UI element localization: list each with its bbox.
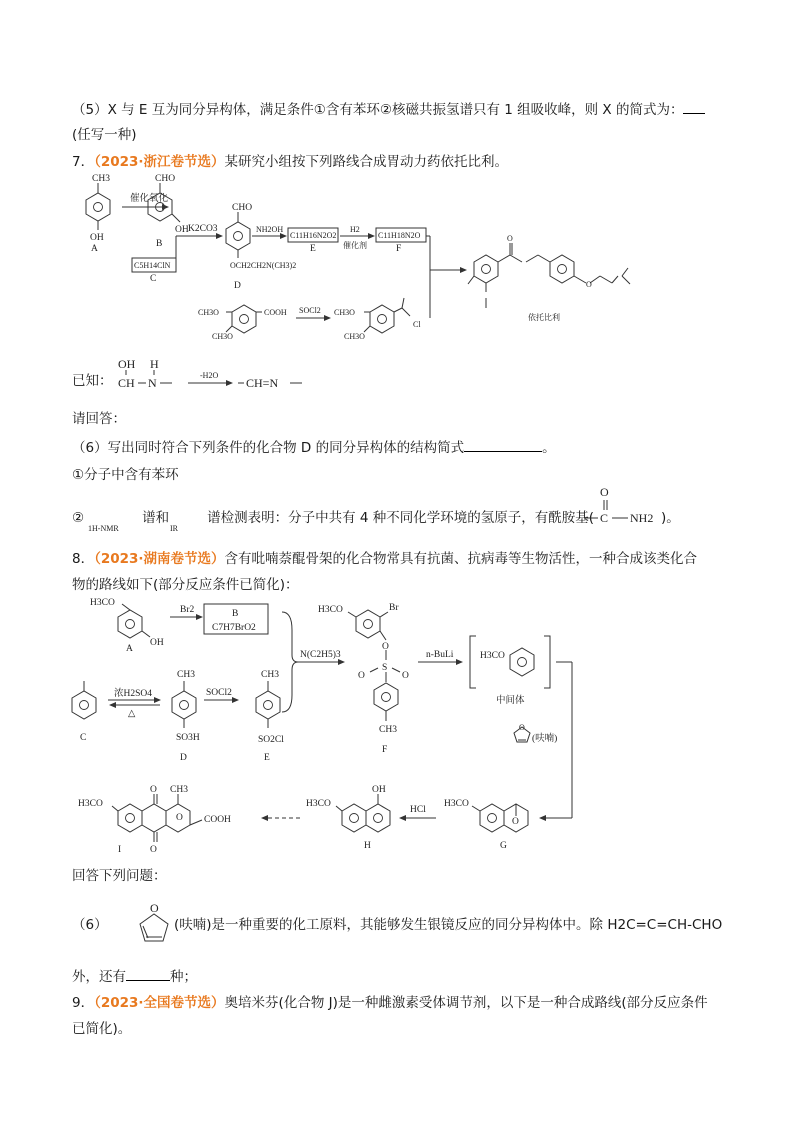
socl2-q7: SOCl2 <box>299 306 321 315</box>
q8-inter-ome: H3CO <box>480 651 505 661</box>
q8-a-ome: H3CO <box>90 598 115 608</box>
arrow1-label: 催化氧化 <box>130 194 169 204</box>
ir-label: IR <box>170 524 178 533</box>
q8-i-ch3: CH3 <box>170 785 188 795</box>
q8-i-ome: H3CO <box>78 799 103 809</box>
acyl-ome1: CH3O <box>334 308 355 317</box>
q8-sub6-text: (呋喃)是一种重要的化工原料，其能够发生银镜反应的同分异构体中。除 H2C=C=CH-CHO <box>174 917 723 933</box>
q8-b-box2: C7H7BrO2 <box>212 623 256 633</box>
q8-i-o2: O <box>150 845 157 855</box>
q9-stem: 9．（2023·全国卷节选）奥培米芬(化合物 J)是一种雌激素受体调节剂，以下是一种合成路线(部分反应条件 <box>72 995 708 1011</box>
veratric-acid <box>226 305 262 333</box>
q8-compound-c <box>72 681 96 719</box>
q8-g-label: G <box>500 841 507 851</box>
q9-stem2: 已简化)。 <box>72 1021 132 1037</box>
e-formula: C11H16N2O2 <box>290 231 337 240</box>
q8-source: （2023·湖南卷节选） <box>94 551 225 567</box>
b-cho: CHO <box>155 174 176 184</box>
q8-hcl: HCl <box>410 805 426 815</box>
known-oh: OH <box>118 357 136 371</box>
b-oh: OH <box>175 225 189 235</box>
acyl-ome2: CH3O <box>344 332 365 341</box>
q8-b-box1: B <box>232 609 239 619</box>
q8-f-s: S <box>382 663 388 673</box>
product-o: O <box>507 234 513 243</box>
q8-a-label: A <box>126 644 133 654</box>
q8-compound-a <box>118 604 150 638</box>
itopride <box>468 243 630 308</box>
known-product: CH=N <box>246 376 279 390</box>
q7-cond1: ①分子中含有苯环 <box>72 467 179 483</box>
q8-c-label: C <box>80 733 87 743</box>
q8-h2so4: 浓H2SO4 <box>114 689 153 699</box>
q8-compound-h <box>336 794 390 832</box>
acid-cooh: COOH <box>264 308 287 317</box>
q8-d-so3h: SO3H <box>176 733 200 743</box>
q8-a-oh: OH <box>150 638 164 648</box>
q8-i-cooh: COOH <box>204 815 231 825</box>
q8-br2: Br2 <box>180 605 195 615</box>
a-label: A <box>91 244 98 254</box>
q7-sub6: （6）写出同时符合下列条件的化合物 D 的同分异构体的结构简式 。 <box>72 437 556 458</box>
q5-line1: （5）X 与 E 互为同分异构体，满足条件①含有苯环②核磁共振氢谱只有 1 组吸收峰，则 X 的简式为： <box>72 99 705 120</box>
q8-f-o2: O <box>358 671 365 681</box>
q8-compound-g <box>472 804 528 832</box>
acid-ome2: CH3O <box>212 332 233 341</box>
q8-h-ome: H3CO <box>306 799 331 809</box>
furan-structure <box>140 914 168 941</box>
q8-f-ome: H3CO <box>318 605 343 615</box>
q8-compound-i <box>112 794 202 842</box>
q7-stem: 7．（2023·浙江卷节选）某研究小组按下列路线合成胃动力药依托比利。 <box>72 154 509 170</box>
nmr-label: 1H-NMR <box>88 524 119 533</box>
q7-source: （2023·浙江卷节选） <box>94 154 225 170</box>
q8-stem2: 物的路线如下(部分反应条件已简化)： <box>72 577 299 593</box>
q8-compound-f <box>348 610 400 721</box>
q7-cond2: ② 谱和 谱检测表明：分子中共有 4 种不同化学环境的氢原子，有酰胺基( <box>72 510 595 526</box>
q8-i-label: I <box>118 845 122 855</box>
q7-scheme <box>86 174 653 533</box>
a-oh: OH <box>90 233 104 243</box>
q8-d-label: D <box>180 753 187 763</box>
q8-net3: N(C2H5)3 <box>300 650 341 660</box>
q8-d-ch3: CH3 <box>177 670 195 680</box>
q8-socl2: SOCl2 <box>206 688 232 698</box>
q8-e-so2cl: SO2Cl <box>258 735 284 745</box>
q7-prompt: 请回答： <box>72 411 126 427</box>
q8-h-oh: OH <box>372 785 386 795</box>
q8-f-ch3: CH3 <box>379 725 397 735</box>
c-label: C <box>150 274 157 284</box>
q8-inter-label: 中间体 <box>496 696 525 706</box>
q8-f-label: F <box>382 745 388 755</box>
f-formula: C11H18N2O <box>378 231 421 240</box>
q8-g-ome: H3CO <box>444 799 469 809</box>
q8-scheme <box>72 598 572 941</box>
known-h2o: -H2O <box>200 371 219 380</box>
c-formula: C5H14ClN <box>134 261 171 270</box>
acid-ome1: CH3O <box>198 308 219 317</box>
d-sub: OCH2CH2N(CH3)2 <box>230 261 297 270</box>
q8-compound-e <box>256 681 280 728</box>
amide-nh2: NH2 <box>630 511 654 525</box>
b-label: B <box>156 239 163 249</box>
q7-known-label: 已知： <box>72 373 113 389</box>
q8-furan-o: O <box>519 723 525 732</box>
product-label: 依托比利 <box>528 313 560 322</box>
q8-compound-d <box>172 681 196 728</box>
q5-line2: (任写一种) <box>72 127 137 143</box>
q8-stem: 8．（2023·湖南卷节选）含有吡喃萘醌骨架的化合物常具有抗菌、抗病毒等生物活性，一种合成该类化合 <box>72 551 698 567</box>
acyl-chloride <box>364 298 410 333</box>
e-label: E <box>310 244 316 254</box>
known-n: N <box>148 376 157 390</box>
compound-d <box>226 212 250 258</box>
q8-sub6: （6） <box>72 917 108 933</box>
q8-f-br: Br <box>389 603 399 613</box>
d-cho: CHO <box>232 203 253 213</box>
q8-i-o1: O <box>150 785 157 795</box>
q8-furan-note: (呋喃) <box>532 734 558 744</box>
catalyst: 催化剂 <box>343 241 367 250</box>
q8-f-o3: O <box>402 671 409 681</box>
compound-a <box>86 183 110 230</box>
amide-c: C <box>600 511 609 525</box>
acyl-cl: Cl <box>413 320 421 329</box>
q8-delta: △ <box>128 709 136 719</box>
h2: H2 <box>350 225 360 234</box>
q8-sub6-line2: 外，还有 种； <box>72 966 197 987</box>
product-o2: O <box>586 280 592 289</box>
q8-e-ch3: CH3 <box>261 670 279 680</box>
q8-answer-prompt: 回答下列问题： <box>72 868 167 884</box>
furan-o: O <box>150 901 159 915</box>
q8-g-o: O <box>512 817 519 827</box>
q9-source: （2023·全国卷节选） <box>94 995 225 1011</box>
k2co3: K2CO3 <box>188 224 218 234</box>
amide-o: O <box>600 485 609 499</box>
q8-buli: n-BuLi <box>426 650 454 660</box>
q8-h-label: H <box>364 841 371 851</box>
q8-e-label: E <box>264 753 270 763</box>
nh2oh: NH2OH <box>256 225 284 234</box>
f-label: F <box>396 244 402 254</box>
d-label: D <box>234 281 241 291</box>
q8-f-o1: O <box>382 642 389 652</box>
q8-i-o-ring: O <box>176 813 183 823</box>
known-h: H <box>150 357 159 371</box>
a-methyl: CH3 <box>92 174 110 184</box>
q8-intermediate <box>510 648 534 676</box>
known-ch: CH <box>118 376 135 390</box>
q7-cond2-end: )。 <box>661 510 680 526</box>
